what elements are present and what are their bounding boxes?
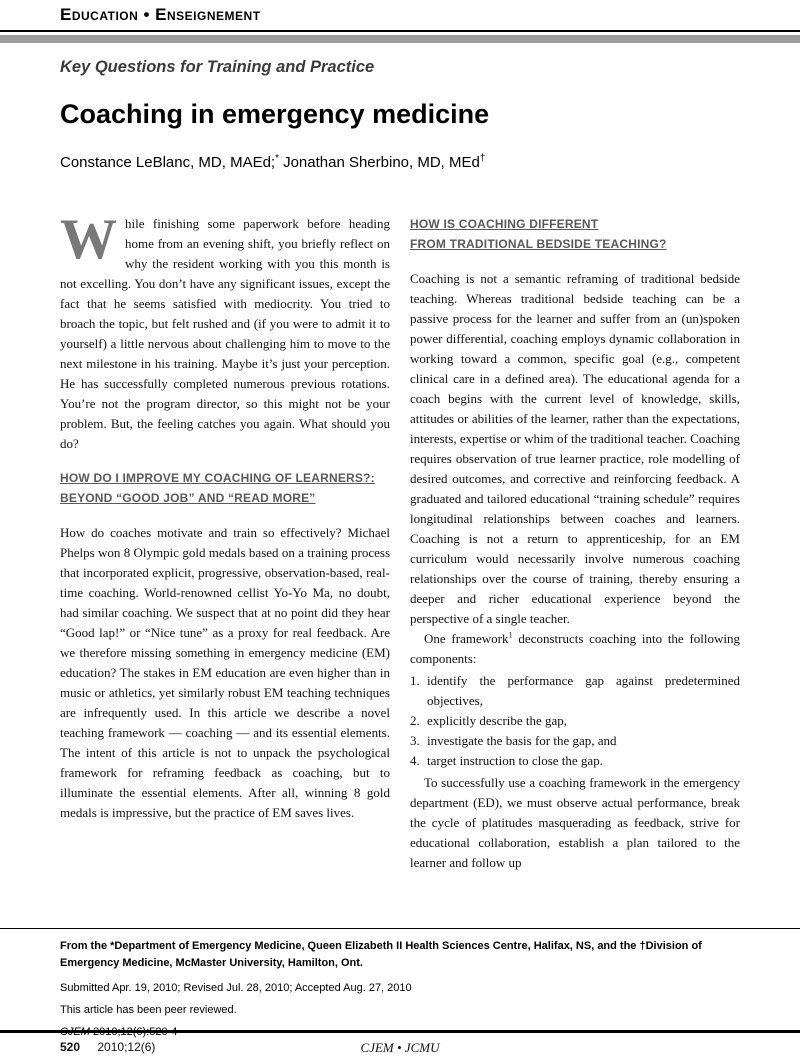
framework-intro-text-cont: deconstructs coaching into the following components: [410, 630, 740, 666]
paragraph-opening [60, 214, 390, 454]
paragraph-coaches-motivate: How do coaches motivate and train so effectively? Michael Phelps won 8 Olympic gold medals based on a training process that incorporated explicit, progressive, observation-based, real-time coaching. World-renowned cellist Yo-Yo Ma, no doubt, had similar coaching. We suspect that at no point did they hear “Good lap!” or “Nice tune” as a proxy for real feedback. Are we therefore missing something in emergency medicine (EM) education? The stakes in EM education are even higher than in music or athletics, yet similarly robust EM teaching techniques are infrequently used. In this article we describe a novel teaching framework — coaching — and its essential elements. The intent of this article is not to unpack the psychological framework for reframing feedback as coaching, but to illuminate the essential elements. After all, winning 8 gold medals is impressive, but the practice of EM saves lives. [60, 524, 390, 820]
section-header [0, 0, 800, 30]
footer-row [0, 1033, 800, 1054]
issue-number: 2010;12(6) [97, 1040, 156, 1054]
reference-mark-1: 1 [508, 629, 513, 640]
author-1-footnote-mark: * [275, 153, 279, 164]
list-item-text: explicitly describe the gap, [427, 712, 568, 728]
framework-intro-text: One framework [424, 630, 509, 646]
running-journal-title: CJEM • JCMU [360, 1040, 440, 1055]
page-number: 520 [60, 1040, 81, 1054]
list-item-number: 1. [410, 672, 420, 688]
components-list [410, 671, 740, 771]
list-item [410, 731, 740, 751]
header-gray-bar [0, 35, 800, 43]
section-heading-line2: FROM TRADITIONAL BEDSIDE TEACHING? [410, 237, 667, 252]
footnote-block [0, 928, 800, 1038]
paragraph-semantic-reframing: Coaching is not a semantic reframing of traditional bedside teaching. Whereas traditional bedside teaching can be a passive process for the learner and suffer from an (un)spoken power differential, coaching employs dynamic collaboration in working toward a common, specific goal (e.g., competent clinical care in a defined area). The educational agenda for a coach begins with the current level of knowledge, skills, attitudes or abilities of the learner, rather than the expectations, interests, expertise or whim of the traditional teacher. Coaching requires observation of true learner practice, role modelling of desired outcomes, and corrective and reinforcing feedback. A graduated and tailored educational “training schedule” requires longitudinal relationships between coaches and learners. Coaching is not a return to apprenticeship, for an EM curriculum would necessarily involve numerous coaching relationships over the course of training, thereby ensuring a deeper and richer educational experience beyond the perspective of a single teacher. [410, 270, 740, 626]
list-item [410, 711, 740, 731]
list-item [410, 751, 740, 771]
author-2-footnote-mark: † [479, 153, 486, 164]
series-title: Key Questions for Training and Practice [60, 58, 375, 76]
article-title: Coaching in emergency medicine [60, 99, 490, 129]
column-left [60, 214, 390, 926]
peer-review-note: This article has been peer reviewed. [60, 1004, 237, 1017]
page-footer-bar [0, 1030, 800, 1054]
list-item-number: 2. [410, 712, 420, 728]
paragraph-successfully-use: To successfully use a coaching framework in the emergency department (ED), we must observe actual performance, break the cycle of platitudes masquerading as feedback, strive for educational collaboration, establish a plan tailored to the learner and follow up [410, 774, 740, 870]
author-2: Jonathan Sherbino, MD, MEd [278, 154, 480, 171]
column-right [410, 214, 740, 926]
author-line [60, 154, 740, 171]
author-1: Constance LeBlanc, MD, MAEd; [60, 154, 276, 171]
section-heading-line2: BEYOND “GOOD JOB” AND “READ MORE” [60, 491, 316, 506]
list-item-text: identify the performance gap against predetermined objectives, [427, 672, 740, 708]
section-heading-line1: HOW IS COACHING DIFFERENT [410, 217, 599, 231]
list-item-number: 4. [410, 752, 420, 768]
footnote-content [0, 929, 800, 1038]
paragraph-framework-intro [410, 629, 740, 669]
list-item-text: target instruction to close the gap. [427, 752, 603, 768]
list-item-number: 3. [410, 732, 420, 748]
section-heading-line1: HOW DO I IMPROVE MY COACHING OF LEARNERS?: [60, 471, 375, 485]
list-item-text: investigate the basis for the gap, and [427, 732, 617, 748]
submission-history: Submitted Apr. 19, 2010; Revised Jul. 28, 2010; Accepted Aug. 27, 2010 [60, 982, 412, 995]
affiliation-note: From the *Department of Emergency Medicine, Queen Elizabeth II Health Sciences Centre, Halifax, NS, and the †Division of Emergency Medicine, McMaster University, Hamilton, Ont. [60, 940, 702, 970]
article-body [60, 214, 740, 926]
list-item [410, 671, 740, 711]
drop-cap: W [60, 214, 117, 271]
section-heading-coaching-learners [60, 468, 390, 509]
section-heading-coaching-different [410, 214, 740, 255]
paragraph-opening-text: hile finishing some paperwork before heading home from an evening shift, you briefly reflect on why the resident working with you this month is not excelling. You don’t have any significant issues, except the fact that he seems satisfied with mediocrity. You tried to broach the topic, but felt rushed and (if you were to admit it to yourself) a little nervous about challenging him to move to the next milestone in his training. Maybe it’s just your perception. He has successfully completed numerous previous rotations. You’re not the program director, so this might not be your problem. But, the feeling catches you again. What should you do? [60, 216, 390, 451]
section-label: Education • Enseignement [60, 5, 261, 24]
